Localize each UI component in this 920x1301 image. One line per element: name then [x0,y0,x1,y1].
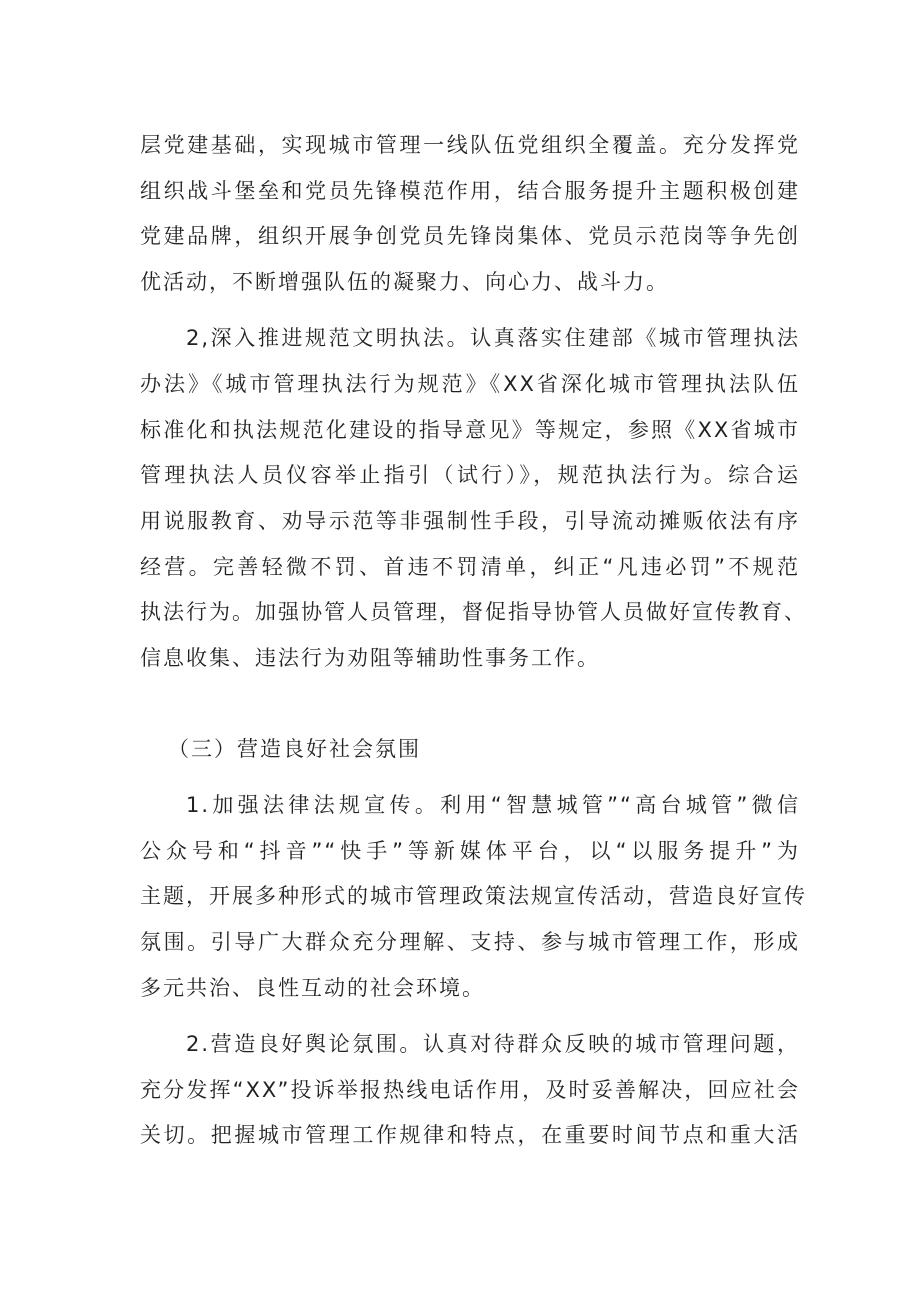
body-text-line: 2.营造良好舆论氛围。认真对待群众反映的城市管理问题， [186,1032,800,1056]
body-text-line: 多元共治、良性互动的社会环境。 [140,976,485,1000]
body-text-line: 标准化和执法规范化建设的指导意见》等规定，参照《XX省城市 [140,418,800,442]
body-text-line: 1.加强法律法规宣传。利用“智慧城管”“高台城管”微信 [186,793,800,817]
body-text-line: 氛围。引导广大群众充分理解、支持、参与城市管理工作，形成 [140,930,800,954]
body-text-line: 主题，开展多种形式的城市管理政策法规宣传活动，营造良好宣传 [140,884,807,908]
body-text-line: 2,深入推进规范文明执法。认真落实住建部《城市管理执法 [186,326,800,350]
body-text-line: 关切。把握城市管理工作规律和特点，在重要时间节点和重大活 [140,1123,800,1147]
body-text-line: 组织战斗堡垒和党员先锋模范作用，结合服务提升主题积极创建 [140,179,800,203]
body-text-line: 用说服教育、劝导示范等非强制性手段，引导流动摊贩依法有序 [140,509,800,533]
body-text-line: 优活动，不断增强队伍的凝聚力、向心力、战斗力。 [140,270,669,294]
body-text-line: 信息收集、违法行为劝阻等辅助性事务工作。 [140,646,600,670]
body-text-line: 办法》《城市管理执法行为规范》《XX省深化城市管理执法队伍 [140,372,800,396]
section-heading: （三）营造良好社会氛围 [168,737,421,761]
body-text-line: 管理执法人员仪容举止指引（试行）》，规范执法行为。综合运 [140,463,800,487]
body-text-line: 经营。完善轻微不罚、首违不罚清单，纠正“凡违必罚”不规范 [140,555,800,579]
body-text-line: 党建品牌，组织开展争创党员先锋岗集体、党员示范岗等争先创 [140,224,800,248]
body-text-line: 层党建基础，实现城市管理一线队伍党组织全覆盖。充分发挥党 [140,133,800,157]
body-text-line: 公众号和“抖音”“快手”等新媒体平台，以“以服务提升”为 [140,839,800,863]
body-text-line: 充分发挥“XX”投诉举报热线电话作用，及时妥善解决，回应社会 [140,1078,800,1102]
body-text-line: 执法行为。加强协管人员管理，督促指导协管人员做好宣传教育、 [140,600,807,624]
